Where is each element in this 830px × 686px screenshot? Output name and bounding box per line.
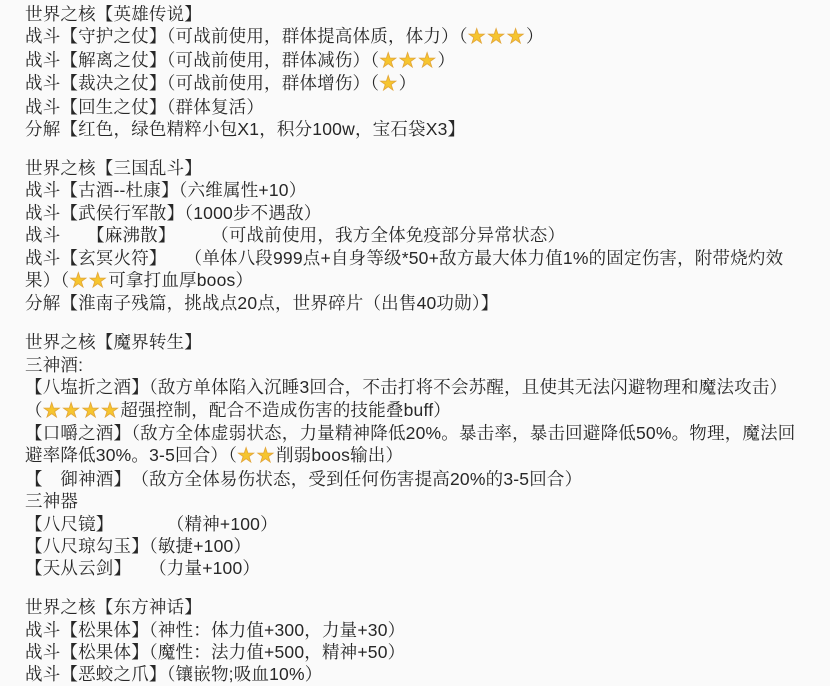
text-line — [25, 354, 822, 376]
text-segment: 【八塩折之酒】（敌方单体陷入沉睡3回合，不击打将不会苏醒，且使其无法闪避物理和魔法攻击） — [25, 377, 788, 398]
text-segment: ） — [398, 73, 417, 94]
text-segment: 战斗【武侯行军散】（1000步不遇敌） — [25, 202, 322, 223]
text-line — [25, 663, 822, 685]
text-segment: 世界之核【东方神话】 — [25, 597, 202, 618]
text-segment: （ — [25, 399, 43, 420]
text-line — [25, 557, 822, 579]
text-line — [25, 118, 822, 140]
doc-section-0 — [25, 3, 822, 140]
text-segment: 【八尺琼勾玉】（敏捷+100） — [25, 535, 252, 556]
text-segment: 三神器 — [25, 491, 79, 512]
star-rating-icon: ★★★ — [467, 26, 526, 49]
text-segment: 战斗【松果体】（魔性：法力值+500，精神+50） — [25, 642, 406, 663]
text-line — [25, 72, 822, 95]
star-rating-icon: ★ — [379, 73, 399, 96]
text-segment: 分解【红色，绿色精粹小包X1，积分100w，宝石袋X3】 — [25, 119, 466, 140]
text-line — [25, 292, 822, 314]
text-segment: 超强控制，配合不造成伤害的技能叠buff） — [120, 399, 451, 420]
text-segment: 战斗【松果体】（神性：体力值+300，力量+30） — [25, 619, 406, 640]
doc-section-3 — [25, 596, 822, 686]
text-line — [25, 157, 822, 179]
text-line — [25, 422, 822, 444]
text-line — [25, 96, 822, 118]
text-segment: 世界之核【三国乱斗】 — [25, 157, 202, 178]
text-line — [25, 224, 822, 246]
text-segment: 战斗 【麻沸散】 （可战前使用，我方全体免疫部分异常状态） — [25, 225, 566, 246]
text-line — [25, 641, 822, 663]
text-line — [25, 490, 822, 512]
text-line — [25, 619, 822, 641]
text-segment: 世界之核【英雄传说】 — [25, 4, 202, 24]
text-segment: 战斗【守护之仗】（可战前使用，群体提高体质，体力）（ — [25, 26, 468, 47]
text-segment: 【口嚼之酒】（敌方全体虚弱状态，力量精神降低20%。暴击率，暴击回避降低50%。物理，魔法回 — [25, 422, 796, 443]
text-segment: ） — [526, 26, 544, 47]
text-line — [25, 247, 822, 269]
text-segment: 战斗【玄冥火符】 （单体八段999点+自身等级*50+敌方最大体力值1%的固定伤害，附带烧灼效 — [25, 247, 784, 268]
text-segment: 果）（ — [25, 269, 70, 290]
text-segment: 【八尺镜】 （精神+100） — [25, 513, 278, 534]
text-line — [25, 269, 822, 292]
text-line — [25, 3, 822, 25]
text-segment: 【 御神酒】 （敌方全体易伤状态，受到任何伤害提高20%的3-5回合） — [25, 468, 583, 489]
text-line — [25, 331, 822, 353]
text-segment: 分解【淮南子残篇，挑战点20点，世界碎片（出售40功勋）】 — [25, 293, 499, 314]
text-segment: 战斗【恶蛟之爪】（镶嵌物;吸血10%） — [25, 664, 323, 685]
star-rating-icon: ★★★ — [379, 49, 438, 72]
text-segment: 【天从云剑】 （力量+100） — [25, 558, 261, 579]
text-segment: 战斗【回生之仗】（群体复活） — [25, 96, 265, 117]
text-line — [25, 376, 822, 398]
text-segment: 世界之核【魔界转生】 — [25, 332, 202, 353]
text-line — [25, 596, 822, 618]
text-line — [25, 468, 822, 490]
text-segment: 削弱boos输出） — [275, 445, 404, 466]
text-line — [25, 444, 822, 467]
text-line — [25, 535, 822, 557]
text-segment: 战斗【裁决之仗】（可战前使用，群体增伤）（ — [25, 73, 380, 94]
star-rating-icon: ★★ — [69, 269, 109, 292]
text-line — [25, 202, 822, 224]
star-rating-icon: ★★ — [237, 445, 276, 468]
doc-section-1 — [25, 157, 822, 315]
text-line — [25, 49, 822, 72]
text-segment: 避率降低30%。3-5回合）（ — [25, 445, 238, 466]
doc-section-2 — [25, 331, 822, 579]
text-line — [25, 399, 822, 422]
text-line — [25, 25, 822, 48]
text-segment: 战斗【古酒--杜康】（六维属性+10） — [25, 180, 307, 201]
text-segment: ） — [437, 49, 456, 70]
text-line — [25, 513, 822, 535]
text-segment: 战斗【解离之仗】（可战前使用，群体减伤）（ — [25, 49, 380, 70]
star-rating-icon: ★★★★ — [42, 399, 121, 422]
text-segment: 三神酒: — [25, 354, 84, 375]
text-segment: 可拿打血厚boos） — [108, 269, 254, 290]
text-line — [25, 179, 822, 201]
